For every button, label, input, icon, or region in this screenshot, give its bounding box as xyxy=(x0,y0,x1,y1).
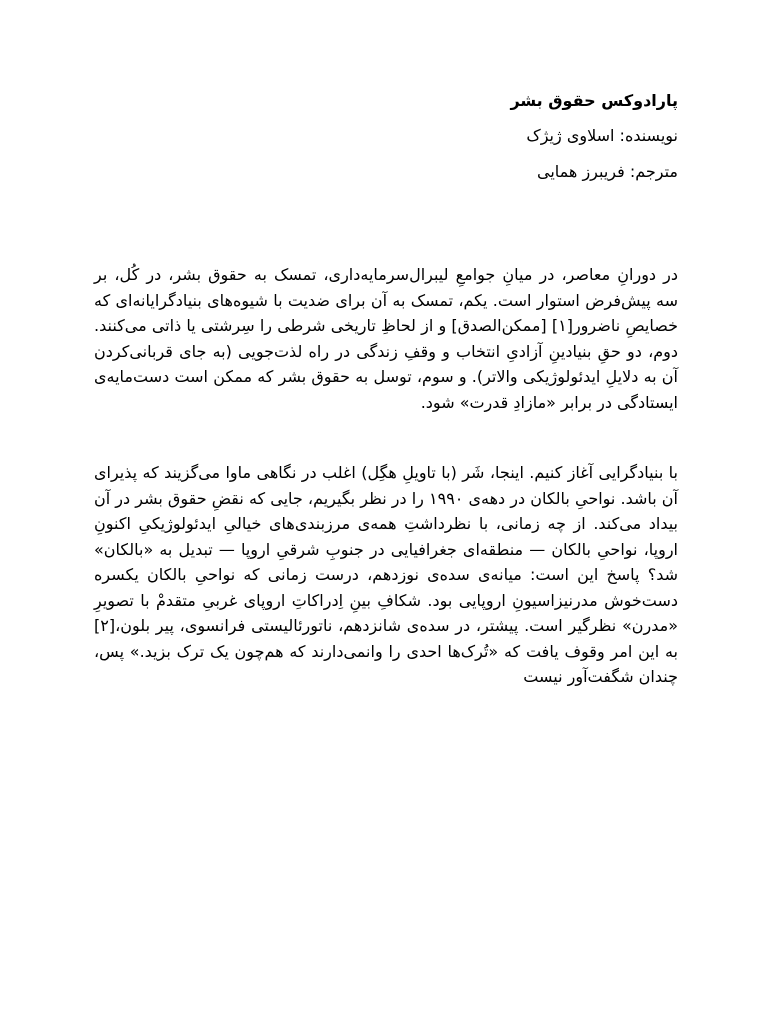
body-paragraph-1: در دورانِ معاصر، در میانِ جوامعِ لیبرال‌سرمایه‌داری، تمسک به حقوق بشر، در کُل، بر سه پیش‌فرض استوار است. یکم، تمسک به آن برای ضدیت با شیوه‌های بنیادگرایانه‌ای که خصایصِ ناضرور[۱] [ممکن‌الصدق] و از لحاظِ تاریخی شرطی را سِرشتی یا ذاتی می‌کنند. دوم، دو حقِ بنیادینِ آزادیِ انتخاب و وقفِ زندگی در راه لذت‌جویی (به جای قربانی‌کردن آن به دلایلِ ایدئولوژیکی والاتر). و سوم، توسل به حقوق بشر که ممکن است دست‌مایه‌ی ایستادگی در برابر «مازادِ قدرت» شود. xyxy=(94,265,679,412)
translator-line: مترجم: فریبرز همایی xyxy=(537,162,678,181)
document-page xyxy=(94,88,678,690)
document-title: پارادوکس حقوق بشر xyxy=(510,91,678,110)
author-line: نویسنده: اسلاوی ژیژک xyxy=(526,126,678,145)
body-paragraph-2: با بنیادگرایی آغاز کنیم. اینجا، شَر (با تاویلِ هگِل) اغلب در نگاهی ماوا می‌گزیند که پذیرای آن باشد. نواحیِ بالکان در دهه‌ی ۱۹۹۰ را در نظر بگیریم، جایی که نقضِ حقوق بشر در آن بیداد می‌کند. از چه زمانی، با نظرداشتِ همه‌ی مرزبندی‌های خیالیِ ایدئولوژیکیِ اکنونِ اروپا، نواحیِ بالکان — منطقه‌ای جغرافیایی در جنوبِ شرقیِ اروپا — تبدیل به «بالکان» شد؟ پاسخ این است: میانه‌ی سده‌ی نوزدهم، درست زمانی که نواحیِ بالکان یکسره دست‌خوش مدرنیزاسیونِ اروپایی بود. شکافِ بینِ اِدراکاتِ اروپای غربیِ متقدمْ با تصویرِ «مدرن» نظرگیر است. پیشتر، در سده‌ی شانزدهم، ناتورئالیستی فرانسوی، پیر بلون،[۲] به این امر وقوف یافت که «تُرک‌ها احدی را وانمی‌دارند که هم‌چون یک ترک بزید.» پس، چندان شگفت‌آور نیست xyxy=(94,463,679,686)
